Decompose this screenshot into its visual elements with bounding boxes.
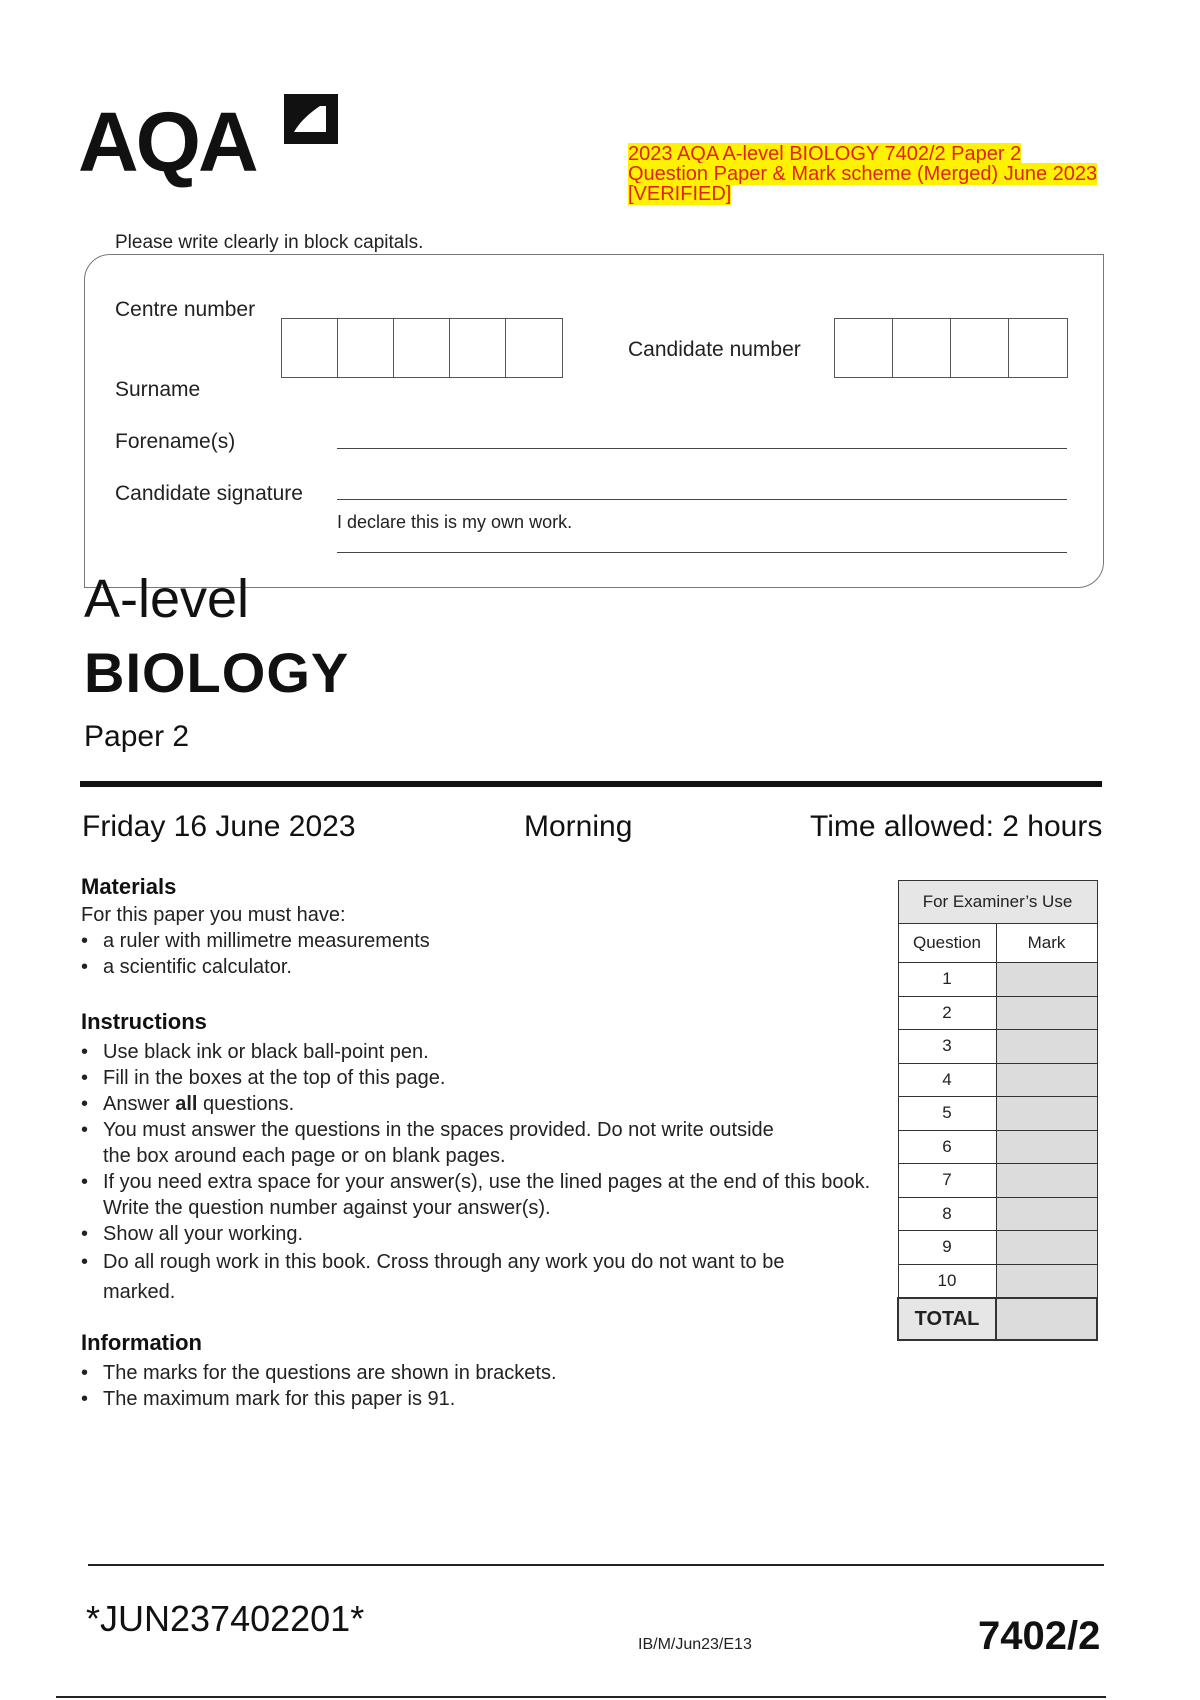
table-row [898,1197,1097,1231]
candidate-digit-box[interactable] [835,319,893,377]
candidate-digit-box[interactable] [1009,319,1067,377]
table-row [898,1164,1097,1198]
surname-label: Surname [115,378,201,401]
list-item: • You must answer the questions in the spaces provided. Do not write outside the box around each page or on blank pages. [81,1117,803,1169]
list-item: • Use black ink or black ball-point pen. [81,1039,861,1065]
document-watermark: 2023 AQA A-level BIOLOGY 7402/2 Paper 2 Question Paper & Mark scheme (Merged) June 2023 [VERIFIED] [628,143,1098,205]
mark-cell [996,1063,1097,1097]
list-item: • Show all your working. [81,1221,861,1247]
exam-date: Friday 16 June 2023 [82,810,356,843]
total-label: TOTAL [898,1298,996,1340]
list-item: • The maximum mark for this paper is 91. [81,1386,861,1412]
subject-title: BIOLOGY [84,641,350,704]
mark-cell [996,963,1097,997]
mark-cell [996,1164,1097,1198]
materials-section [81,874,861,980]
document-reference: IB/M/Jun23/E13 [638,1636,752,1653]
list-item: • a ruler with millimetre measurements [81,928,861,954]
centre-digit-box[interactable] [282,319,338,377]
declaration-text: I declare this is my own work. [337,512,573,532]
materials-intro: For this paper you must have: [81,904,346,926]
forenames-label: Forename(s) [115,430,236,453]
mark-cell [996,1264,1097,1298]
centre-digit-box[interactable] [394,319,450,377]
instructions-section [81,1009,871,1307]
list-item: • If you need extra space for your answer(s), use the lined pages at the end of this book. Write the question number against your answer(s). [81,1169,883,1221]
list-item: • a scientific calculator. [81,954,861,980]
instructions-heading: Instructions [81,1009,207,1034]
question-number: 1 [898,963,996,997]
table-row [898,1063,1097,1097]
paper-code: 7402/2 [978,1614,1101,1658]
examiner-use-table [897,880,1098,1341]
time-allowed: Time allowed: 2 hours [810,810,1103,843]
aqa-logo [78,92,348,192]
information-list [81,1360,861,1412]
block-capitals-note: Please write clearly in block capitals. [115,232,424,253]
table-row [898,963,1097,997]
mark-cell [996,996,1097,1030]
materials-heading: Materials [81,874,177,899]
mark-column-header: Mark [996,924,1097,963]
question-number: 3 [898,1030,996,1064]
question-number: 5 [898,1097,996,1131]
mark-cell [996,1231,1097,1265]
total-mark-cell [996,1298,1097,1340]
table-row [898,996,1097,1030]
question-number: 4 [898,1063,996,1097]
table-row [898,1264,1097,1298]
list-item: • The marks for the questions are shown in brackets. [81,1360,861,1386]
exam-session: Morning [524,810,633,843]
table-row [898,1097,1097,1131]
question-number: 6 [898,1130,996,1164]
mark-cell [996,1197,1097,1231]
forenames-line[interactable] [337,448,1067,449]
title-divider [80,781,1102,787]
signature-line[interactable] [337,499,1067,500]
materials-list [81,928,861,980]
examiner-table-title: For Examiner’s Use [898,881,1097,924]
question-number: 8 [898,1197,996,1231]
paper-title: Paper 2 [84,720,190,753]
information-heading: Information [81,1330,202,1355]
barcode-text: *JUN237402201* [86,1598,365,1639]
question-column-header: Question [898,924,996,963]
candidate-digit-box[interactable] [951,319,1009,377]
table-row [898,1130,1097,1164]
list-item: • Do all rough work in this book. Cross through any work you do not want to be marked. [81,1247,833,1307]
question-number: 2 [898,996,996,1030]
centre-digit-box[interactable] [450,319,506,377]
instructions-list [81,1039,871,1307]
list-item: • Answer all questions. [81,1091,861,1117]
centre-digit-box[interactable] [338,319,394,377]
candidate-number-label: Candidate number [628,338,801,361]
candidate-digit-box[interactable] [893,319,951,377]
candidate-number-boxes[interactable] [834,318,1068,378]
mark-cell [996,1130,1097,1164]
question-number: 7 [898,1164,996,1198]
total-row [898,1298,1097,1340]
footer-divider [88,1564,1104,1566]
centre-number-boxes[interactable] [281,318,563,378]
mark-cell [996,1030,1097,1064]
table-row [898,1231,1097,1265]
declaration-line [337,552,1067,553]
table-row [898,1030,1097,1064]
page-bottom-rule [56,1696,1106,1698]
list-item: • Fill in the boxes at the top of this page. [81,1065,861,1091]
question-number: 9 [898,1231,996,1265]
signature-label: Candidate signature [115,482,303,505]
centre-number-label: Centre number [115,298,256,321]
qualification-level: A-level [84,569,250,629]
centre-digit-box[interactable] [506,319,562,377]
mark-cell [996,1097,1097,1131]
question-number: 10 [898,1264,996,1298]
information-section [81,1330,861,1412]
aqa-logo-text: AQA [78,95,256,189]
aqa-logo-mark-icon [280,92,340,152]
